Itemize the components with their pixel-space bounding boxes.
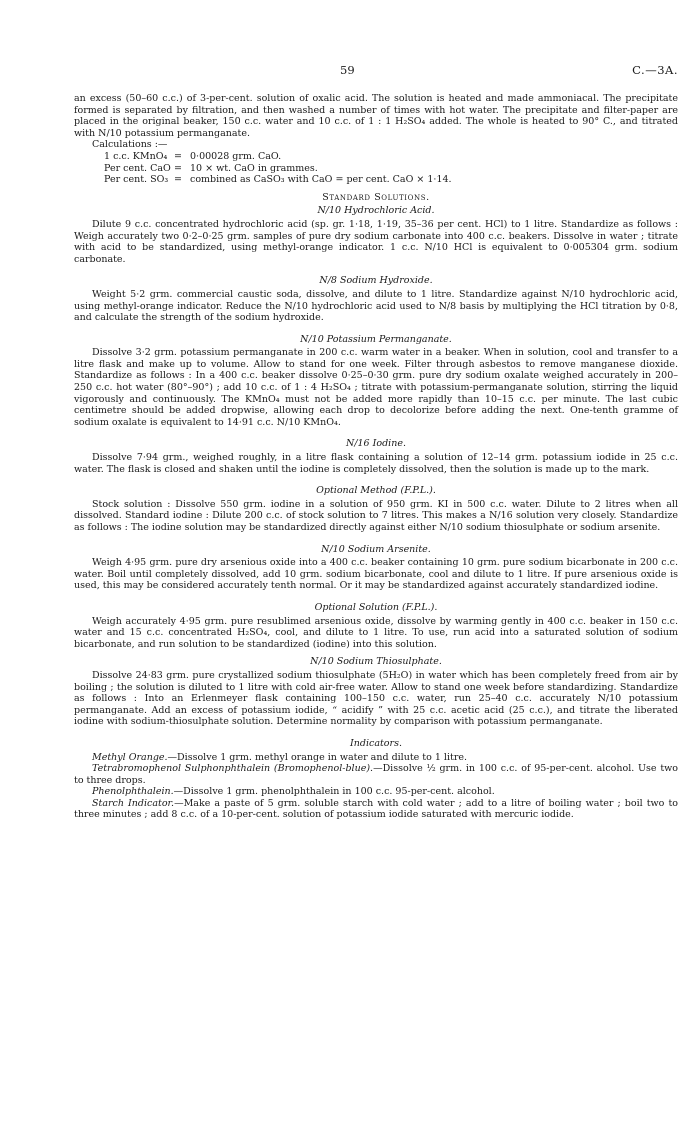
calc-equals: = xyxy=(174,174,182,186)
section-paragraph: Weigh accurately 4·95 grm. pure resublimed arsenious oxide, dissolve by warming gently in 400 c.c. beaker in 150 c.c. water and 15 c.c. concentrated H₂SO₄, cool, and dilute to 1 litre. To use, run acid into a saturated solution of sodium bicarbonate, and run solution to be standardized (iodine) into this solution. xyxy=(74,615,678,650)
section-paragraph: Dissolve 3·2 grm. potassium permanganate in 200 c.c. warm water in a beaker. When in solution, cool and transfer to a litre flask and make up to volume. Allow to stand for one week. Filter through asbestos to remove manganese dioxide. Standardize as follows : In a 400 c.c. beaker dissolve 0·25–0·30 grm. pure dry sodium oxalate weighed accurately in 200–250 c.c. hot water (80°–90°) ; add 10 c.c. of 1 : 4 H₂SO₄ ; titrate with potassium-permanganate solution, stirring the liquid vigorously and continuously. The KMnO₄ must not be added more rapidly than 10–15 c.c. per minute. The last cubic centimetre should be added dropwise, allowing each drop to decolorize before adding the next. One-tenth gramme of sodium oxalate is equivalent to 14·91 c.c. N/10 KMnO₄. xyxy=(74,347,678,428)
section-paragraph: Dissolve 24·83 grm. pure crystallized sodium thiosulphate (5H₂O) in water which has been completely freed from air by boiling ; the solution is diluted to 1 litre with cold air-free water. Allow to stand one week before standardizing. Standardize as follows : Into an Erlenmeyer flask containing 100–150 c.c. water, run 25–40 c.c. accurately N/10 potassium permanganate. Add an excess of potassium iodide, “ acidify ” with 25 c.c. acetic acid (25 c.c.), and titrate the liberated iodine with sodium-thiosulphate solution. Determine normality by comparison with potassium permanganate. xyxy=(74,669,678,728)
section-paragraph: Dissolve 7·94 grm., weighed roughly, in a litre flask containing a solution of 12–14 grm. potassium iodide in 25 c.c. water. The flask is closed and shaken until the iodine is completely dissolved, then the solution is made up to the mark. xyxy=(74,452,678,475)
calc-equals: = xyxy=(174,162,182,174)
intro-paragraph: an excess (50–60 c.c.) of 3-per-cent. solution of oxalic acid. The solution is heated and made ammoniacal. The precipitate formed is separated by filtration, and then washed a number of times with hot water. The precipitate and filter-paper are placed in the original beaker, 150 c.c. water and 10 c.c. of 1 : 1 H₂SO₄ added. The whole is heated to 90° C., and titrated with N/10 potassium permanganate. xyxy=(74,93,678,139)
indicator-text: —Dissolve 1 grm. methyl orange in water and dilute to 1 litre. xyxy=(167,751,468,763)
section-paragraph: Weigh 4·95 grm. pure dry arsenious oxide into a 400 c.c. beaker containing 10 grm. pure sodium bicarbonate in 200 c.c. water. Boil until completely dissolved, add 10 grm. sodium bicarbonate, cool and dilute to 1 litre. If pure arsenious oxide is used, this may be considered accurately tenth normal. Or it may be standardized against accurately standardized iodine. xyxy=(74,557,678,592)
indicator-name: Methyl Orange. xyxy=(92,751,168,763)
section-paragraph: Stock solution : Dissolve 550 grm. iodine in a solution of 950 grm. KI in 500 c.c. water. Dilute to 2 litres when all dissolved. Standard iodine : Dilute 200 c.c. of stock solution to 7 litres. This makes a N/16 solution very closely. Standardize as follows : The iodine solution may be standardized directly against either N/10 sodium thiosulphate or sodium arsenite. xyxy=(74,498,678,533)
calc-value: combined as CaSO₃ with CaO = per cent. CaO × 1·14. xyxy=(190,174,452,186)
indicator-entry xyxy=(74,786,678,798)
section-title: Optional Method (F.P.L.). xyxy=(316,485,436,497)
indicator-text: —Make a paste of 5 grm. soluble starch with cold water ; add to a litre of boiling water ; boil two to three minutes ; add 8 c.c. of a 10-per-cent. solution of potassium iodide saturated with mercuric iodide. xyxy=(74,797,678,821)
calc-row xyxy=(104,151,678,163)
calc-label: Per cent. SO₃ xyxy=(104,174,169,186)
section-title: N/10 Hydrochloric Acid. xyxy=(317,205,435,217)
section-title: N/10 Sodium Thiosulphate. xyxy=(310,656,442,668)
indicator-entry xyxy=(74,798,678,821)
calculations-block xyxy=(74,139,678,185)
standard-solutions-heading: Standard Solutions. xyxy=(322,191,430,203)
calc-label: 1 c.c. KMnO₄ xyxy=(104,150,168,162)
section-paragraph: Dilute 9 c.c. concentrated hydrochloric acid (sp. gr. 1·18, 1·19, 35–36 per cent. HCl) to 1 litre. Standardize as follows : Weigh accurately two 0·2–0·25 grm. samples of pure dry sodium carbonate into 400 c.c. beakers. Dissolve in water ; titrate with acid to be standardized, using methyl-orange indicator. 1 c.c. N/10 HCl is equivalent to 0·005304 grm. sodium carbonate. xyxy=(74,218,678,265)
section-title: N/10 Potassium Permanganate. xyxy=(300,333,452,345)
indicator-name: Starch Indicator. xyxy=(92,797,175,809)
calc-row xyxy=(104,163,678,175)
indicators-heading: Indicators. xyxy=(350,737,402,749)
indicator-entry xyxy=(74,763,678,786)
indicator-name: Tetrabromophenol Sulphonphthalein (Bromophenol-blue). xyxy=(92,763,374,775)
indicator-text: —Dissolve 1 grm. phenolphthalein in 100 c.c. 95-per-cent. alcohol. xyxy=(173,786,495,798)
page-header xyxy=(74,63,678,79)
section-paragraph: Weight 5·2 grm. commercial caustic soda, dissolve, and dilute to 1 litre. Standardize against N/10 hydrochloric acid, using methyl-orange indicator. Reduce the N/10 hydrochloric acid used to N/8 basis by multiplying the HCl titration by 0·8, and calculate the strength of the sodium hydroxide. xyxy=(74,288,678,324)
indicator-name: Phenolphthalein. xyxy=(92,786,174,798)
calc-value: 10 × wt. CaO in grammes. xyxy=(190,162,318,174)
indicator-text: —Dissolve ½ grm. in 100 c.c. of 95-per-cent. alcohol. Use two to three drops. xyxy=(74,763,678,786)
section-title: Optional Solution (F.P.L.). xyxy=(314,601,438,613)
indicator-entry xyxy=(74,752,678,764)
calculations-title: Calculations :— xyxy=(92,139,168,151)
calc-label: Per cent. CaO xyxy=(104,162,171,174)
section-code: C.—3A. xyxy=(632,63,678,77)
section-title: N/8 Sodium Hydroxide. xyxy=(319,275,433,287)
section-title: N/16 Iodine. xyxy=(346,438,406,450)
calc-value: 0·00028 grm. CaO. xyxy=(190,150,282,162)
calc-row xyxy=(104,174,678,186)
page-number: 59 xyxy=(340,63,355,77)
calc-equals: = xyxy=(174,150,182,162)
page-body xyxy=(74,93,678,821)
section-title: N/10 Sodium Arsenite. xyxy=(321,543,431,555)
